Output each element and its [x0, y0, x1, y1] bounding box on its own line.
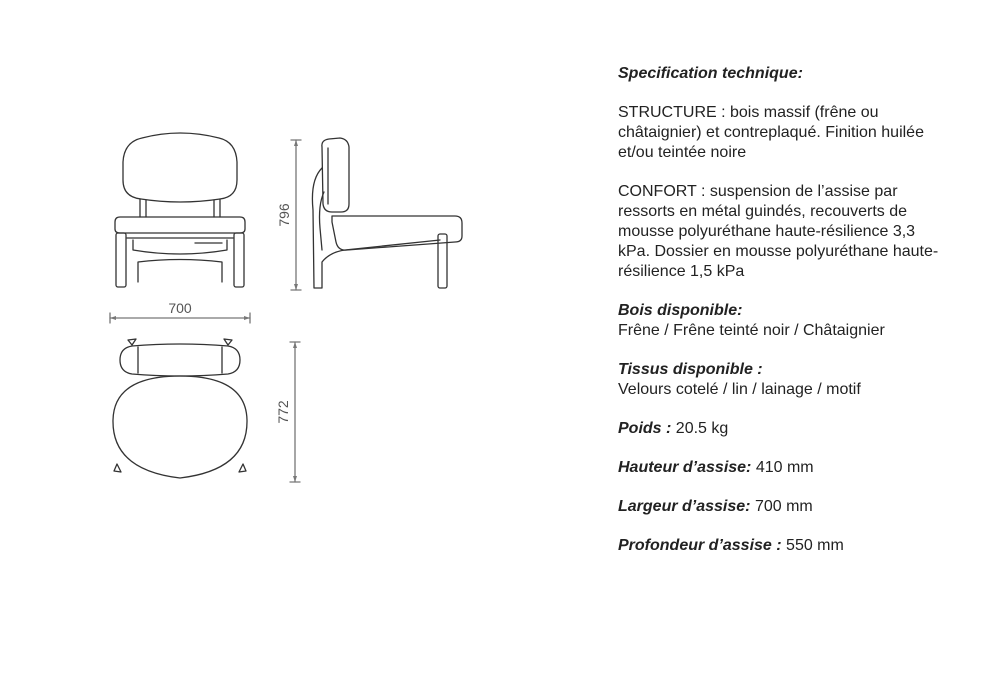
left-leg-front	[116, 233, 126, 287]
spec-title: Specification technique:	[618, 65, 803, 82]
profondeur-line	[618, 536, 948, 556]
height-dimension-label: 796	[276, 203, 292, 227]
largeur-line	[618, 497, 948, 517]
bois-value: Frêne / Frêne teinté noir / Châtaignier	[618, 322, 885, 339]
side-view	[276, 138, 462, 290]
backrest-front	[123, 133, 237, 202]
poids-value: 20.5 kg	[671, 420, 729, 437]
width-dimension-label: 700	[168, 300, 192, 316]
specification-panel	[618, 64, 948, 575]
profondeur-label: Profondeur d’assise :	[618, 537, 782, 554]
largeur-value: 700 mm	[750, 498, 813, 515]
confort-text: CONFORT : suspension de l’assise par ressorts en métal guindés, recouverts de mousse polyuréthane haute-résilience 3,3 kPa. Dossier en mousse polyuréthane haute-résilience 1,5 kPa	[618, 183, 939, 280]
hauteur-value: 410 mm	[751, 459, 814, 476]
largeur-label: Largeur d’assise:	[618, 498, 751, 515]
seat-top	[113, 376, 247, 478]
hauteur-line	[618, 458, 948, 478]
profondeur-value: 550 mm	[781, 537, 844, 554]
seat-front	[115, 217, 245, 233]
poids-line	[618, 419, 948, 439]
tissus-value: Velours cotelé / lin / lainage / motif	[618, 381, 861, 398]
top-view	[113, 339, 300, 482]
backrest-side	[322, 138, 349, 212]
bois-label: Bois disponible:	[618, 302, 743, 319]
front-view	[110, 133, 250, 323]
structure-text: STRUCTURE : bois massif (frêne ou châtaignier) et contreplaqué. Finition huilée et/ou teintée noire	[618, 104, 924, 161]
tissus-label: Tissus disponible :	[618, 361, 763, 378]
back-frame-side	[312, 168, 440, 288]
hauteur-label: Hauteur d’assise:	[618, 459, 752, 476]
depth-dimension-label: 772	[275, 400, 291, 424]
poids-label: Poids :	[618, 420, 672, 437]
right-leg-front	[234, 233, 244, 287]
